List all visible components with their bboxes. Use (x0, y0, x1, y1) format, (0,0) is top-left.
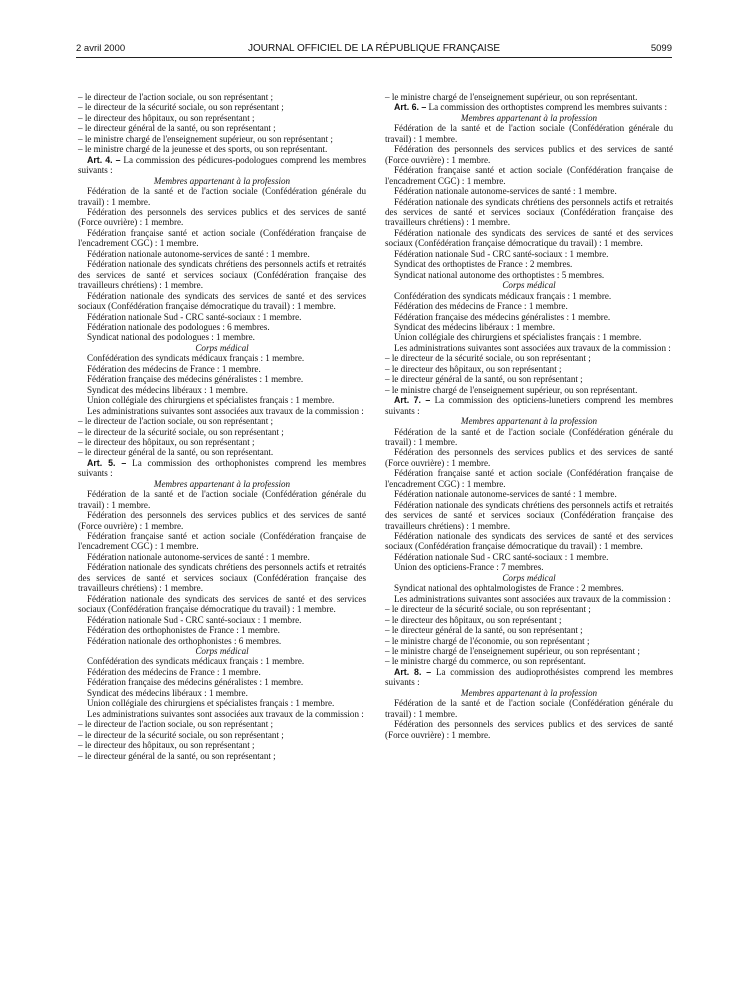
paragraph: Confédération des syndicats médicaux français : 1 membre. (87, 656, 305, 667)
list-item: – le ministre chargé de l'enseignement supérieur, ou son représentant. (385, 384, 638, 395)
paragraph: Fédération des médecins de France : 1 membre. (87, 666, 261, 677)
paragraph: Syndicat national des podologues : 1 membre. (87, 332, 255, 343)
article-paragraph (385, 102, 673, 112)
list-item: – le directeur général de la santé, ou son représentant ; (78, 750, 276, 761)
list-item: – le directeur de la sécurité sociale, ou son représentant ; (385, 604, 591, 615)
article-text: La commission des orthoptistes comprend les membres suivants : (426, 102, 667, 113)
list-item: – le directeur des hôpitaux, ou son représentant ; (78, 112, 255, 123)
section-heading: Corps médical (195, 342, 249, 353)
paragraph: Fédération nationale des syndicats des services de santé et des services sociaux (Confédération française démocratique du travail) : 1 membre. (78, 593, 366, 615)
paragraph: Confédération des syndicats médicaux français : 1 membre. (394, 290, 612, 301)
section-heading: Corps médical (195, 646, 249, 657)
paragraph: Fédération française des médecins généralistes : 1 membre. (87, 374, 304, 385)
paragraph: Union collégiale des chirurgiens et spécialistes français : 1 membre. (87, 698, 335, 709)
article-paragraph (385, 667, 673, 688)
paragraph: Syndicat des orthoptistes de France : 2 membres. (394, 259, 573, 270)
paragraph: Fédération nationale Sud - CRC santé-sociaux : 1 membre. (394, 551, 609, 562)
list-item: – le ministre chargé de l'enseignement supérieur, ou son représentant ; (385, 646, 640, 657)
paragraph: Fédération des personnels des services publics et des services de santé (Force ouvrière) : 1 membre. (385, 447, 673, 468)
list-item: – le directeur des hôpitaux, ou son représentant ; (78, 740, 255, 751)
list-item: – le ministre chargé de l'enseignement supérieur, ou son représentant. (385, 92, 638, 102)
paragraph: Fédération nationale Sud - CRC santé-sociaux : 1 membre. (394, 248, 609, 259)
list-item: – le ministre chargé de l'enseignement supérieur, ou son représentant ; (78, 133, 333, 144)
paragraph: Fédération française santé et action sociale (Confédération française de l'encadrement CGC) : 1 membre. (78, 227, 366, 249)
paragraph: Syndicat des médecins libéraux : 1 membre. (394, 321, 555, 332)
list-item: – le directeur général de la santé, ou son représentant ; (385, 374, 583, 385)
list-item: – le directeur de la sécurité sociale, ou son représentant ; (385, 353, 591, 364)
paragraph: Syndicat des médecins libéraux : 1 membre. (87, 384, 248, 395)
paragraph: Fédération nationale des syndicats chrétiens des personnels actifs et retraités des services de santé et services sociaux (Confédération française des travailleurs chrétiens) : 1 membre. (78, 562, 366, 594)
paragraph: Fédération nationale des orthophonistes : 6 membres. (87, 635, 282, 646)
list-item: – le directeur de la sécurité sociale, ou son représentant ; (78, 729, 284, 740)
paragraph: Fédération des orthophonistes de France : 1 membre. (87, 625, 280, 636)
section-heading: Corps médical (502, 280, 556, 291)
publication-date: 2 avril 2000 (76, 43, 126, 54)
paragraph: Fédération nationale des syndicats des services de santé et des services sociaux (Confédération française démocratique du travail) : 1 membre. (385, 531, 673, 552)
paragraph: Fédération de la santé et de l'action sociale (Confédération générale du travail) : 1 membre. (385, 123, 673, 144)
article-number: Art. 8. – (394, 666, 432, 677)
list-item: – le directeur des hôpitaux, ou son représentant ; (78, 436, 255, 447)
list-item: – le directeur de la sécurité sociale, ou son représentant ; (78, 102, 284, 113)
list-item: – le directeur général de la santé, ou son représentant ; (385, 625, 583, 636)
paragraph: Fédération nationale des syndicats chrétiens des personnels actifs et retraités des services de santé et services sociaux (Confédération française des travailleurs chrétiens) : 1 membre. (78, 259, 366, 291)
article-number: Art. 7. – (394, 395, 431, 406)
article-paragraph (385, 395, 673, 416)
paragraph: Fédération des personnels des services publics et des services de santé (Force ouvrière) : 1 membre. (385, 719, 673, 740)
article-text: La commission des orthophonistes comprend les membres suivants : (78, 457, 366, 479)
paragraph: Fédération nationale autonome-services de santé : 1 membre. (394, 186, 617, 197)
paragraph: Union collégiale des chirurgiens et spécialistes français : 1 membre. (87, 395, 335, 406)
paragraph: Union des opticiens-France : 7 membres. (394, 562, 544, 573)
list-item: – le directeur de l'action sociale, ou son représentant ; (78, 719, 274, 730)
paragraph: Syndicat des médecins libéraux : 1 membre. (87, 687, 248, 698)
paragraph: Fédération nationale autonome-services de santé : 1 membre. (87, 551, 310, 562)
paragraph: Fédération de la santé et de l'action sociale (Confédération générale du travail) : 1 membre. (78, 489, 366, 510)
section-heading: Membres appartenant à la profession (153, 478, 291, 489)
paragraph: Fédération de la santé et de l'action sociale (Confédération générale du travail) : 1 membre. (385, 698, 673, 719)
list-item: – le ministre chargé de la jeunesse et des sports, ou son représentant. (78, 144, 328, 155)
paragraph: Fédération nationale Sud - CRC santé-sociaux : 1 membre. (87, 311, 302, 322)
article-number: Art. 4. – (87, 154, 121, 165)
left-column (78, 92, 366, 761)
paragraph: Les administrations suivantes sont associées aux travaux de la commission : (87, 405, 364, 416)
paragraph: Fédération française santé et action sociale (Confédération française de l'encadrement CGC) : 1 membre. (385, 165, 673, 186)
article-text: La commission des audioprothésistes comprend les membres suivants : (385, 666, 673, 688)
paragraph: Fédération nationale des podologues : 6 membres. (87, 321, 270, 332)
page-number: 5099 (650, 43, 672, 54)
paragraph: Confédération des syndicats médicaux français : 1 membre. (87, 353, 305, 364)
paragraph: Fédération de la santé et de l'action sociale (Confédération générale du travail) : 1 membre. (78, 186, 366, 207)
paragraph: Fédération nationale des syndicats chrétiens des personnels actifs et retraités des services de santé et services sociaux (Confédération française des travailleurs chrétiens) : 1 membre. (385, 499, 673, 531)
section-heading: Membres appartenant à la profession (460, 112, 598, 123)
list-item: – le directeur général de la santé, ou son représentant. (78, 447, 274, 458)
journal-title: JOURNAL OFFICIEL DE LA RÉPUBLIQUE FRANÇAISE (247, 43, 501, 54)
paragraph: Fédération française des médecins généralistes : 1 membre. (87, 677, 304, 688)
paragraph: Fédération des personnels des services publics et des services de santé (Force ouvrière) : 1 membre. (385, 144, 673, 165)
article-paragraph (78, 458, 366, 479)
article-number: Art. 6. – (394, 102, 427, 113)
list-item: – le directeur général de la santé, ou son représentant ; (78, 123, 276, 134)
section-heading: Membres appartenant à la profession (153, 175, 291, 186)
list-item: – le ministre chargé de l'économie, ou son représentant ; (385, 635, 590, 646)
article-text: La commission des pédicures-podologues comprend les membres suivants : (78, 154, 366, 176)
paragraph: Fédération française des médecins généralistes : 1 membre. (394, 311, 611, 322)
article-number: Art. 5. – (87, 457, 127, 468)
section-heading: Membres appartenant à la profession (460, 687, 598, 698)
paragraph: Fédération française santé et action sociale (Confédération française de l'encadrement CGC) : 1 membre. (78, 531, 366, 552)
paragraph: Fédération des personnels des services publics et des services de santé (Force ouvrière) : 1 membre. (78, 510, 366, 531)
paragraph: Fédération nationale des syndicats chrétiens des personnels actifs et retraités des services de santé et services sociaux (Confédération française des travailleurs chrétiens) : 1 membre. (385, 196, 673, 228)
section-heading: Corps médical (502, 572, 556, 583)
list-item: – le directeur de la sécurité sociale, ou son représentant ; (78, 426, 284, 437)
paragraph: Fédération nationale autonome-services de santé : 1 membre. (394, 489, 617, 500)
list-item: – le directeur de l'action sociale, ou son représentant ; (78, 92, 274, 102)
paragraph: Fédération nationale des syndicats des services de santé et des services sociaux (Confédération française démocratique du travail) : 1 membre. (78, 290, 366, 312)
paragraph: Fédération de la santé et de l'action sociale (Confédération générale du travail) : 1 membre. (385, 426, 673, 447)
article-paragraph (78, 155, 366, 176)
list-item: – le directeur de l'action sociale, ou son représentant ; (78, 416, 274, 427)
article-text: La commission des opticiens-lunetiers comprend les membres suivants : (385, 395, 673, 416)
paragraph: Les administrations suivantes sont associées aux travaux de la commission : (394, 593, 671, 604)
paragraph: Fédération des personnels des services publics et des services de santé (Force ouvrière) : 1 membre. (78, 206, 366, 228)
list-item: – le directeur des hôpitaux, ou son représentant ; (385, 363, 562, 374)
list-item: – le directeur des hôpitaux, ou son représentant ; (385, 614, 562, 625)
page-header (76, 43, 672, 58)
paragraph: Fédération des médecins de France : 1 membre. (87, 363, 261, 374)
paragraph: Union collégiale des chirurgiens et spécialistes français : 1 membre. (394, 332, 642, 343)
paragraph: Les administrations suivantes sont associées aux travaux de la commission : (87, 708, 364, 719)
paragraph: Syndicat national des ophtalmologistes de France : 2 membres. (394, 583, 624, 594)
paragraph: Fédération nationale Sud - CRC santé-sociaux : 1 membre. (87, 614, 302, 625)
paragraph: Les administrations suivantes sont associées aux travaux de la commission : (394, 342, 671, 353)
paragraph: Fédération française santé et action sociale (Confédération française de l'encadrement CGC) : 1 membre. (385, 468, 673, 489)
paragraph: Fédération des médecins de France : 1 membre. (394, 301, 568, 312)
section-heading: Membres appartenant à la profession (460, 416, 598, 427)
list-item: – le ministre chargé du commerce, ou son représentant. (385, 656, 586, 667)
right-column (385, 92, 673, 740)
paragraph: Fédération nationale autonome-services de santé : 1 membre. (87, 248, 310, 259)
paragraph: Fédération nationale des syndicats des services de santé et des services sociaux (Confédération française démocratique du travail) : 1 membre. (385, 227, 673, 249)
paragraph: Syndicat national autonome des orthoptistes : 5 membres. (394, 269, 605, 280)
